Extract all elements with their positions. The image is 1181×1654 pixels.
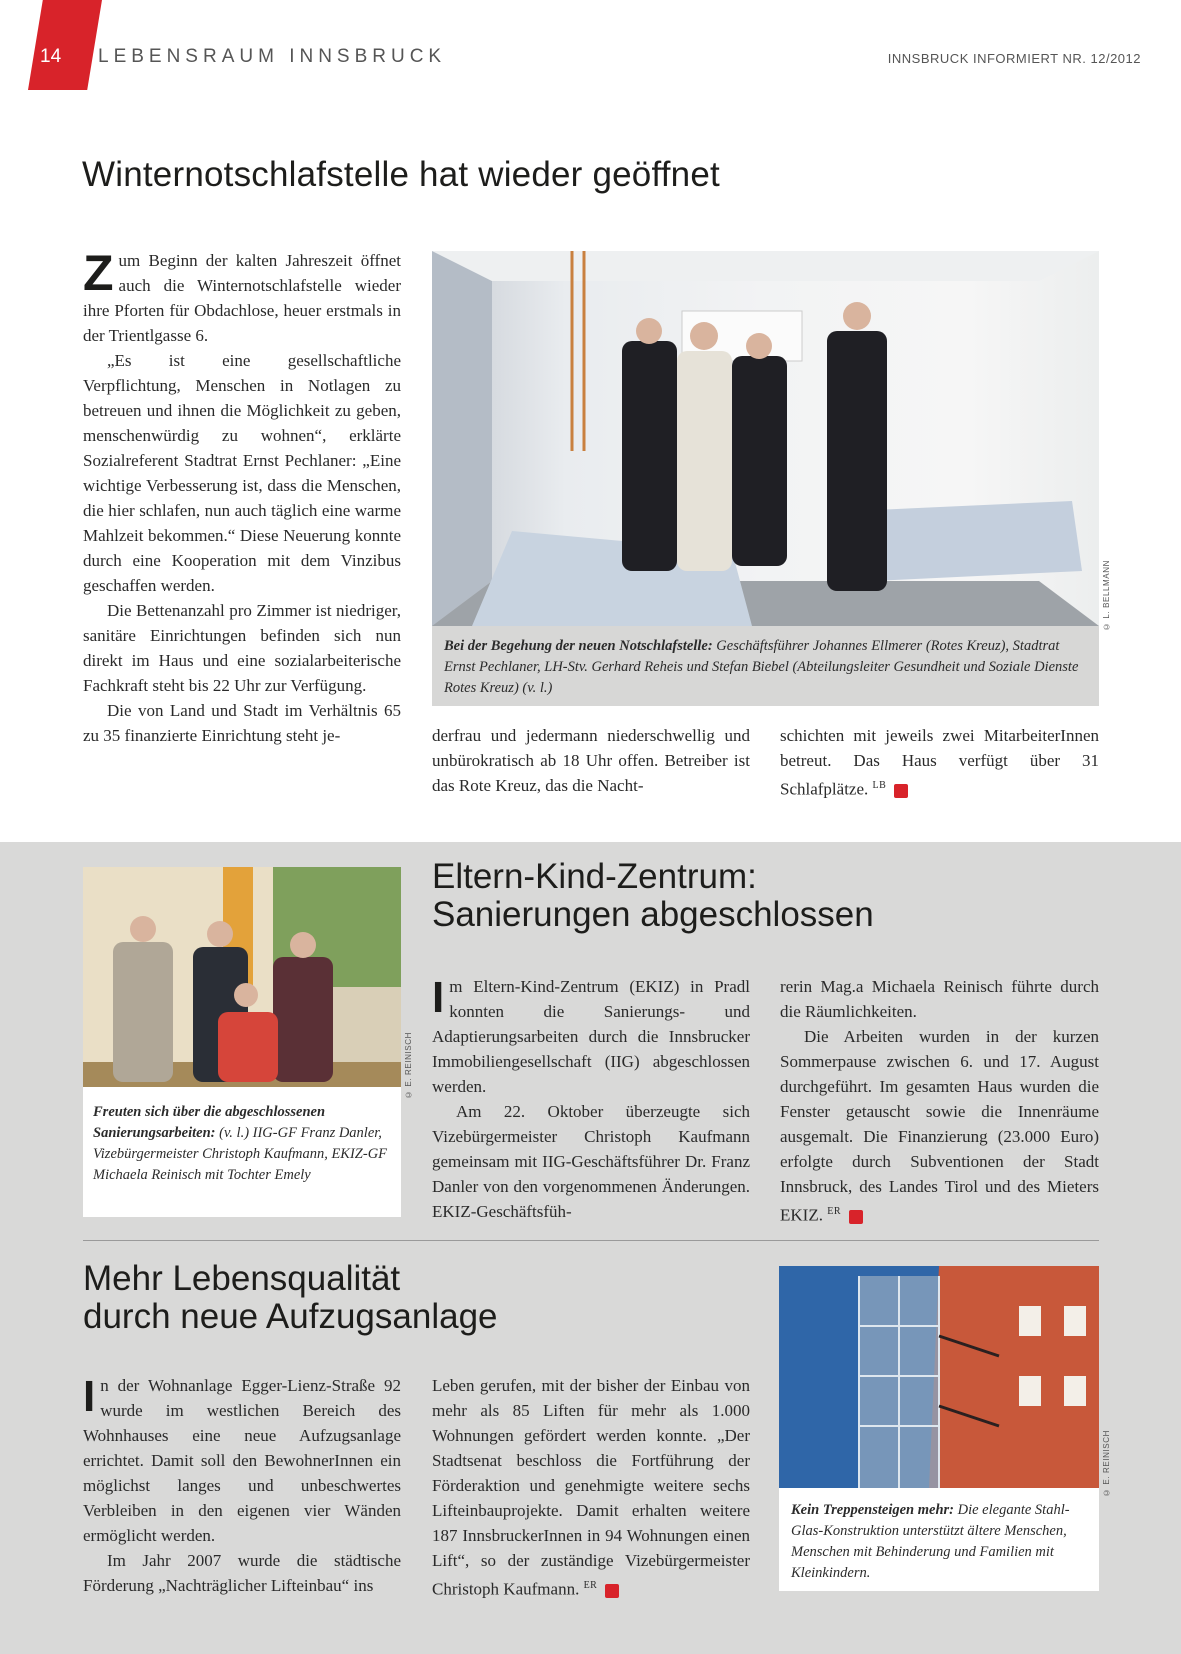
title-line: Eltern-Kind-Zentrum:: [432, 857, 757, 896]
page-number-tab: [28, 0, 102, 90]
paragraph: um Beginn der kalten Jahreszeit öffnet auch die Winternotschlafstelle wieder ihre Pforten für Obdachlose, heuer erstmals in der Trientlgasse 6.: [83, 251, 401, 345]
article-title: Winternotschlafstelle hat wieder geöffnet: [82, 155, 720, 194]
article-column: [83, 1373, 401, 1598]
author-initials: LB: [872, 780, 887, 791]
article-column: [432, 1373, 750, 1602]
drop-cap: I: [432, 973, 445, 1022]
caption-text: Geschäftsführer Johannes Ellmerer (Rotes Kreuz), Stadtrat Ernst Pechlaner, LH-Stv. Gerhard Reheis und Stefan Biebel (Abteilungsleiter Gesundheit und Soziale Dienste Rotes Kreuz) (v. l.): [444, 638, 1079, 696]
drop-cap: Z: [83, 245, 114, 301]
caption-lead: Freuten sich über die abgeschlossenen Sanierungsarbeiten:: [93, 1104, 326, 1141]
article-column: [432, 723, 750, 798]
paragraph: Die von Land und Stadt im Verhältnis 65 zu 35 finanzierte Einrichtung steht je-: [83, 701, 401, 745]
paragraph: Die Arbeiten wurden in der kurzen Sommerpause zwischen 6. und 17. August durchgeführt. Im gesamten Haus wurden die Fenster getauscht sowie die Innenräume ausgemalt. Die Finanzierung (23.000 Euro) erfolgte durch Subventionen der Stadt Innsbruck, des Landes Tirol und des Mieters EKIZ.: [780, 1027, 1099, 1225]
section-divider: [83, 1240, 1099, 1241]
paragraph: rerin Mag.a Michaela Reinisch führte durch die Räumlichkeiten.: [780, 977, 1099, 1021]
paragraph: n der Wohnanlage Egger-Lienz-Straße 92 wurde im westlichen Bereich des Wohnhauses eine neue Aufzugsanlage errichtet. Damit soll den BewohnerInnen ein möglichst langes und unbeschwertes Verbleiben in den eigenen vier Wänden ermöglicht werden.: [83, 1376, 401, 1545]
author-initials: ER: [583, 1580, 598, 1591]
photo-caption: [83, 1087, 401, 1217]
photo-elevator-tower: [779, 1266, 1099, 1488]
title-line: durch neue Aufzugsanlage: [83, 1297, 498, 1336]
paragraph: „Es ist eine gesellschaftliche Verpflichtung, Menschen in Notlagen zu betreuen und ihnen die Möglichkeit zu geben, menschenwürdig zu wohnen“, erklärte Sozialreferent Stadtrat Ernst Pechlaner: „Eine wichtige Verbesserung ist, dass die Menschen, die hier schlafen, nun auch täglich eine warme Mahlzeit bekommen.“ Diese Neuerung konnte durch eine Kooperation mit dem Vinzibus geschaffen werden.: [83, 351, 401, 595]
photo-credit: © E. REINISCH: [1102, 1430, 1111, 1498]
photo-shelter-room: [432, 251, 1099, 626]
caption-text: (v. l.) IIG-GF Franz Danler, Vizebürgermeister Christoph Kaufmann, EKIZ-GF Michaela Reinisch mit Tochter Emely: [93, 1125, 388, 1183]
end-mark-icon: [605, 1584, 619, 1598]
photo-credit: © L. BELLMANN: [1102, 560, 1111, 632]
article-column: [83, 245, 401, 748]
author-initials: ER: [827, 1206, 841, 1217]
paragraph: derfrau und jedermann niederschwellig und unbürokratisch ab 18 Uhr offen. Betreiber ist das Rote Kreuz, das die Nacht-: [432, 726, 750, 795]
article-column: [432, 974, 750, 1224]
drop-cap: I: [83, 1372, 96, 1421]
title-line: Sanierungen abgeschlossen: [432, 895, 874, 934]
paragraph: schichten mit jeweils zwei MitarbeiterInnen betreut. Das Haus verfügt über 31 Schlafplätze.: [780, 726, 1099, 799]
end-mark-icon: [894, 784, 908, 798]
page-number: 14: [40, 46, 62, 67]
issue-label: INNSBRUCK INFORMIERT NR. 12/2012: [887, 51, 1141, 66]
article-column: [780, 974, 1099, 1228]
paragraph: Im Jahr 2007 wurde die städtische Förderung „Nachträglicher Lifteinbau“ ins: [83, 1551, 401, 1595]
paragraph: Am 22. Oktober überzeugte sich Vizebürgermeister Christoph Kaufmann gemeinsam mit IIG-Geschäftsführer Dr. Franz Danler von den vorgenommenen Änderungen. EKIZ-Geschäftsfüh-: [432, 1102, 750, 1221]
caption-lead: Kein Treppensteigen mehr:: [791, 1502, 954, 1518]
paragraph: Leben gerufen, mit der bisher der Einbau von mehr als 85 Liften für mehr als 1.000 Wohnungen gefördert werden konnte. „Der Stadtsenat beschloss die Fortführung der Förderaktion und genehmigte weitere sechs Lifteinbauprojekte. Damit erhalten weitere 187 InnsbruckerInnen in 94 Wohnungen einen Lift“, so der zuständige Vizebürgermeister Christoph Kaufmann.: [432, 1376, 750, 1599]
photo-caption: [432, 626, 1099, 706]
section-title: LEBENSRAUM INNSBRUCK: [98, 46, 447, 67]
title-line: Mehr Lebensqualität: [83, 1259, 401, 1298]
article-title: [432, 858, 874, 934]
paragraph: m Eltern-Kind-Zentrum (EKIZ) in Pradl konnten die Sanierungs- und Adaptierungsarbeiten durch die Innsbrucker Immobiliengesellschaft (IIG) abgeschlossen werden.: [432, 977, 750, 1096]
photo-credit: © E. REINISCH: [404, 1032, 413, 1100]
caption-lead: Bei der Begehung der neuen Notschlafstelle:: [444, 638, 713, 654]
caption-text: Die elegante Stahl-Glas-Konstruktion unterstützt ältere Menschen, Menschen mit Behinderung und Familien mit Kleinkindern.: [791, 1502, 1070, 1581]
article-title: [83, 1260, 498, 1336]
article-column: [780, 723, 1099, 802]
photo-ekiz-group: [83, 867, 401, 1087]
end-mark-icon: [849, 1210, 863, 1224]
photo-caption: [779, 1488, 1099, 1591]
paragraph: Die Bettenanzahl pro Zimmer ist niedriger, sanitäre Einrichtungen befinden sich nun direkt im Haus und eine sozialarbeiterische Fachkraft steht bis 22 Uhr zur Verfügung.: [83, 601, 401, 695]
